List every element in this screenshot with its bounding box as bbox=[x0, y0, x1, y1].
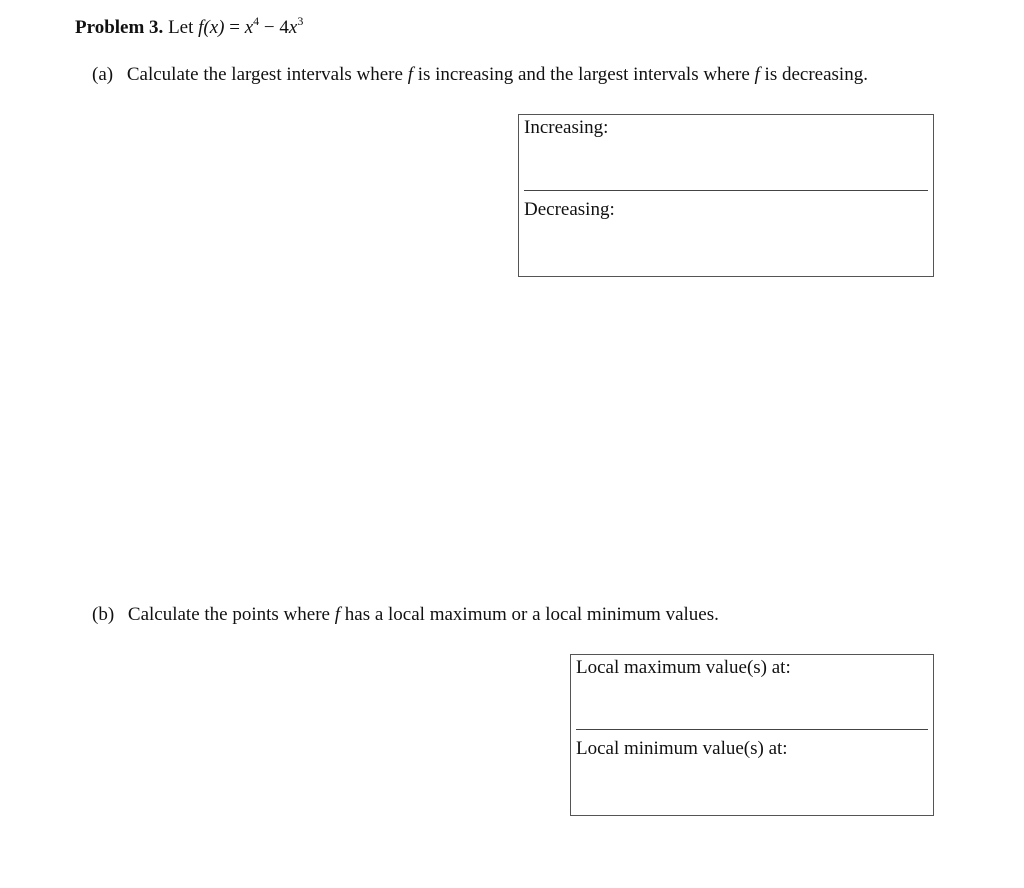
function-argument: (x) bbox=[203, 17, 225, 38]
part-b-answer-box bbox=[570, 654, 934, 816]
part-a-label: (a) bbox=[92, 64, 114, 85]
local-maximum-label: Local maximum value(s) at: bbox=[576, 657, 791, 678]
part-b-text-1: Calculate the points where bbox=[127, 604, 330, 625]
decreasing-answer-field[interactable] bbox=[524, 225, 928, 265]
increasing-answer-field[interactable] bbox=[524, 143, 928, 183]
term1-exponent: 4 bbox=[253, 14, 260, 28]
function-name: f bbox=[198, 17, 204, 38]
increasing-label: Increasing: bbox=[524, 117, 609, 138]
decreasing-label: Decreasing: bbox=[524, 199, 615, 220]
problem-intro: Let bbox=[168, 17, 194, 38]
local-minimum-answer-field[interactable] bbox=[576, 764, 928, 804]
local-maximum-answer-field[interactable] bbox=[576, 683, 928, 723]
term1-base: x bbox=[244, 17, 254, 38]
minus-sign: − bbox=[263, 17, 275, 38]
problem-statement bbox=[75, 16, 303, 40]
part-a-text-3: is decreasing. bbox=[764, 64, 868, 85]
part-a-question bbox=[92, 63, 868, 87]
part-b-question bbox=[92, 603, 719, 627]
function-definition bbox=[198, 14, 304, 38]
answer-divider bbox=[576, 729, 928, 730]
part-b-text-2: has a local maximum or a local minimum values. bbox=[344, 604, 719, 625]
problem-heading: Problem 3. bbox=[75, 17, 164, 38]
answer-divider bbox=[524, 190, 928, 191]
part-a-var-1: f bbox=[407, 64, 413, 85]
part-b-label: (b) bbox=[92, 604, 115, 625]
part-a-answer-box bbox=[518, 114, 934, 277]
term2-base: x bbox=[288, 17, 298, 38]
local-minimum-label: Local minimum value(s) at: bbox=[576, 738, 788, 759]
part-a-text-2: is increasing and the largest intervals where bbox=[417, 64, 750, 85]
part-a-text-1: Calculate the largest intervals where bbox=[126, 64, 403, 85]
term2-coefficient: 4 bbox=[279, 17, 289, 38]
term2-exponent: 3 bbox=[297, 14, 304, 28]
equals-sign: = bbox=[229, 17, 240, 38]
part-b-var-1: f bbox=[334, 604, 341, 625]
part-a-var-2: f bbox=[754, 64, 760, 85]
